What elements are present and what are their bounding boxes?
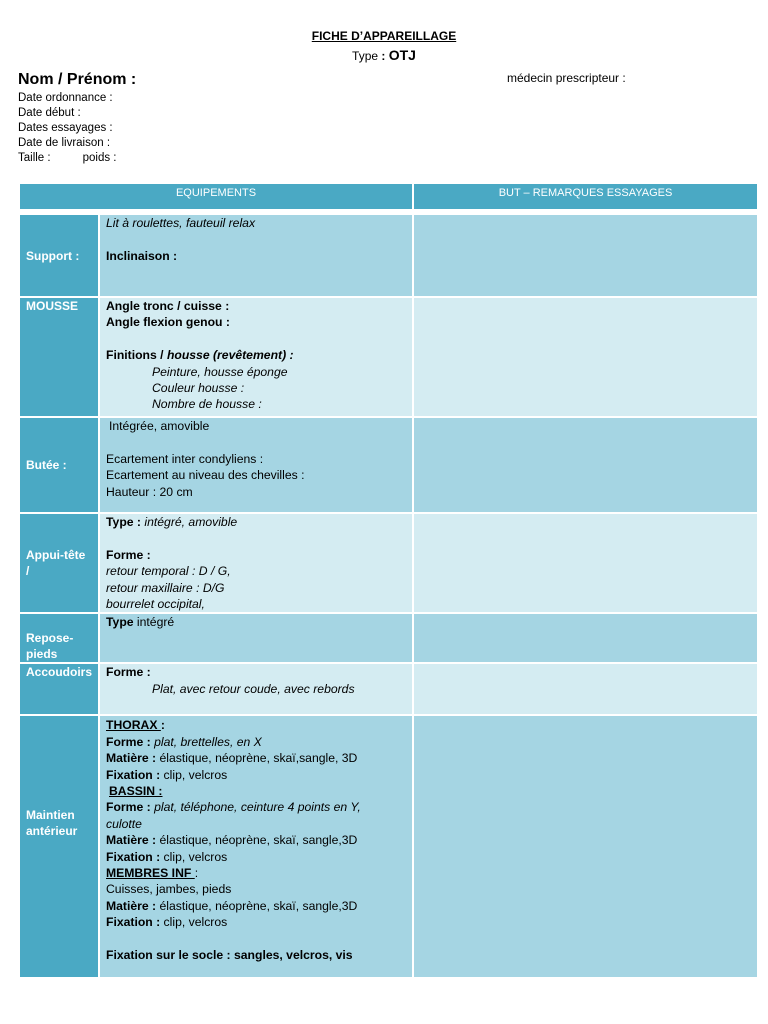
repose-pieds-type xyxy=(106,614,408,630)
appui-tete-label-1: Appui-tête xyxy=(26,548,86,563)
cell-maintien-equipements[interactable] xyxy=(99,715,413,978)
maintien-membres-colon: : xyxy=(194,866,199,881)
repose-pieds-label-1: Repose- xyxy=(26,631,74,646)
membres-matiere-value: élastique, néoprène, skaï, sangle,3D xyxy=(156,898,358,913)
maintien-thorax-colon: : xyxy=(160,718,165,733)
membres-fixation-value: clip, velcros xyxy=(160,915,228,930)
table-row-butee xyxy=(19,417,758,513)
appui-tete-type-value: intégré, amovible xyxy=(141,515,238,529)
appui-tete-line-2: retour maxillaire : D/G xyxy=(106,580,225,595)
maintien-bassin-fixation xyxy=(106,849,408,865)
mousse-finitions-a: Finitions / xyxy=(106,348,167,363)
butee-line-1: Intégrée, amovible xyxy=(109,419,210,433)
bassin-forme-key: Forme : xyxy=(106,800,151,815)
cell-butee-remarques[interactable] xyxy=(413,417,758,513)
table-row-maintien-anterieur xyxy=(19,715,758,978)
bassin-forme-value: plat, téléphone, ceinture 4 points en Y, xyxy=(150,800,361,815)
taille-label: Taille : xyxy=(18,152,51,164)
maintien-thorax xyxy=(106,717,408,733)
support-line-1: Lit à roulettes, fauteuil relax xyxy=(106,216,256,230)
maintien-label-2: antérieur xyxy=(26,823,78,838)
appui-tete-forme: Forme : xyxy=(106,547,151,562)
cell-repose-pieds-equipements[interactable] xyxy=(99,613,413,663)
repose-pieds-label-2: pieds xyxy=(26,647,58,662)
maintien-membres-heading: MEMBRES INF xyxy=(106,866,195,881)
type-line xyxy=(0,47,768,63)
thorax-forme-value: plat, brettelles, en X xyxy=(150,734,262,749)
mousse-sub-1: Peinture, housse éponge xyxy=(152,364,288,379)
poids-label: poids : xyxy=(82,152,117,164)
row-label-accoudoirs: Accoudoirs xyxy=(19,663,99,715)
maintien-thorax-heading: THORAX xyxy=(106,718,161,733)
bassin-fixation-key: Fixation : xyxy=(106,849,161,864)
table-row-appui-tete xyxy=(19,513,758,613)
cell-accoudoirs-remarques[interactable] xyxy=(413,663,758,715)
medecin-prescripteur-label: médecin prescripteur : xyxy=(507,71,626,85)
appui-tete-label-2: / xyxy=(26,564,30,579)
repose-pieds-type-key: Type xyxy=(106,615,134,630)
bassin-matiere-key: Matière : xyxy=(106,833,157,848)
cell-appui-tete-remarques[interactable] xyxy=(413,513,758,613)
type-label: Type xyxy=(352,49,382,63)
table-row-repose-pieds xyxy=(19,613,758,663)
butee-hauteur: Hauteur : 20 cm xyxy=(106,484,193,499)
type-separator: : xyxy=(381,49,389,63)
cell-butee-equipements[interactable] xyxy=(99,417,413,513)
taille-poids-line xyxy=(18,151,117,166)
maintien-bassin-forme xyxy=(106,799,408,815)
cell-repose-pieds-remarques[interactable] xyxy=(413,613,758,663)
table-header-row xyxy=(19,183,758,210)
maintien-membres-inf xyxy=(106,865,408,881)
accoudoirs-forme: Forme : xyxy=(106,665,151,680)
row-label-support: Support : xyxy=(19,214,99,297)
thorax-matiere-value: élastique, néoprène, skaï,sangle, 3D xyxy=(156,751,358,766)
cell-mousse-equipements[interactable] xyxy=(99,297,413,417)
appui-tete-line-1: retour temporal : D / G, xyxy=(106,564,231,579)
maintien-thorax-forme xyxy=(106,734,408,750)
mousse-angle-flexion: Angle flexion genou : xyxy=(106,315,230,330)
col-header-equipements: EQUIPEMENTS xyxy=(19,183,413,210)
membres-line-1: Cuisses, jambes, pieds xyxy=(106,882,232,897)
maintien-label-1: Maintien xyxy=(26,807,75,822)
table-row-accoudoirs xyxy=(19,663,758,715)
butee-line-2: Ecartement inter condyliens : xyxy=(106,451,264,466)
maintien-membres-fixation xyxy=(106,914,408,930)
accoudoirs-line-1: Plat, avec retour coude, avec rebords xyxy=(152,681,355,696)
col-header-but-remarques: BUT – REMARQUES ESSAYAGES xyxy=(413,183,758,210)
cell-maintien-remarques[interactable] xyxy=(413,715,758,978)
dates-essayages-label: Dates essayages : xyxy=(18,122,113,134)
mousse-finitions xyxy=(106,347,408,363)
equipment-table xyxy=(18,182,759,979)
date-livraison-label: Date de livraison : xyxy=(18,137,111,149)
appui-tete-type xyxy=(106,514,408,530)
date-ordonnance-label: Date ordonnance : xyxy=(18,92,113,104)
maintien-socle: Fixation sur le socle : sangles, velcros, vis xyxy=(106,948,353,963)
bassin-matiere-value: élastique, néoprène, skaï, sangle,3D xyxy=(156,833,358,848)
thorax-forme-key: Forme : xyxy=(106,734,151,749)
type-value: OTJ xyxy=(388,47,416,63)
maintien-thorax-fixation xyxy=(106,767,408,783)
butee-line-3: Ecartement au niveau des chevilles : xyxy=(106,468,305,483)
bassin-fixation-value: clip, velcros xyxy=(160,849,228,864)
repose-pieds-type-value: intégré xyxy=(133,615,175,630)
table-row-support xyxy=(19,214,758,297)
thorax-fixation-key: Fixation : xyxy=(106,767,161,782)
appui-tete-type-key: Type : xyxy=(106,515,141,529)
row-label-maintien-anterieur xyxy=(19,715,99,978)
membres-fixation-key: Fixation : xyxy=(106,915,161,930)
cell-mousse-remarques[interactable] xyxy=(413,297,758,417)
patient-info-block xyxy=(18,91,117,166)
support-inclinaison: Inclinaison : xyxy=(106,248,178,263)
table-row-mousse xyxy=(19,297,758,417)
row-label-mousse: MOUSSE xyxy=(19,297,99,417)
date-debut-label: Date début : xyxy=(18,107,81,119)
cell-appui-tete-equipements[interactable] xyxy=(99,513,413,613)
cell-support-equipements[interactable] xyxy=(99,214,413,297)
bassin-forme-value-2: culotte xyxy=(106,816,142,831)
maintien-bassin-matiere xyxy=(106,832,408,848)
thorax-matiere-key: Matière : xyxy=(106,751,157,766)
mousse-finitions-b: housse (revêtement) : xyxy=(166,348,294,363)
cell-accoudoirs-equipements[interactable] xyxy=(99,663,413,715)
membres-matiere-key: Matière : xyxy=(106,898,157,913)
cell-support-remarques[interactable] xyxy=(413,214,758,297)
mousse-sub-2: Couleur housse : xyxy=(152,381,245,396)
document-title: FICHE D’APPAREILLAGE xyxy=(311,29,457,43)
row-label-repose-pieds xyxy=(19,613,99,663)
thorax-fixation-value: clip, velcros xyxy=(160,767,228,782)
mousse-angle-tronc: Angle tronc / cuisse : xyxy=(106,299,230,313)
maintien-bassin-heading: BASSIN : xyxy=(109,784,163,799)
mousse-sub-3: Nombre de housse : xyxy=(152,397,262,412)
maintien-membres-matiere xyxy=(106,898,408,914)
nom-prenom-label: Nom / Prénom : xyxy=(18,71,137,88)
appui-tete-line-3: bourrelet occipital, xyxy=(106,597,205,612)
maintien-thorax-matiere xyxy=(106,750,408,766)
row-label-butee: Butée : xyxy=(19,417,99,513)
row-label-appui-tete xyxy=(19,513,99,613)
